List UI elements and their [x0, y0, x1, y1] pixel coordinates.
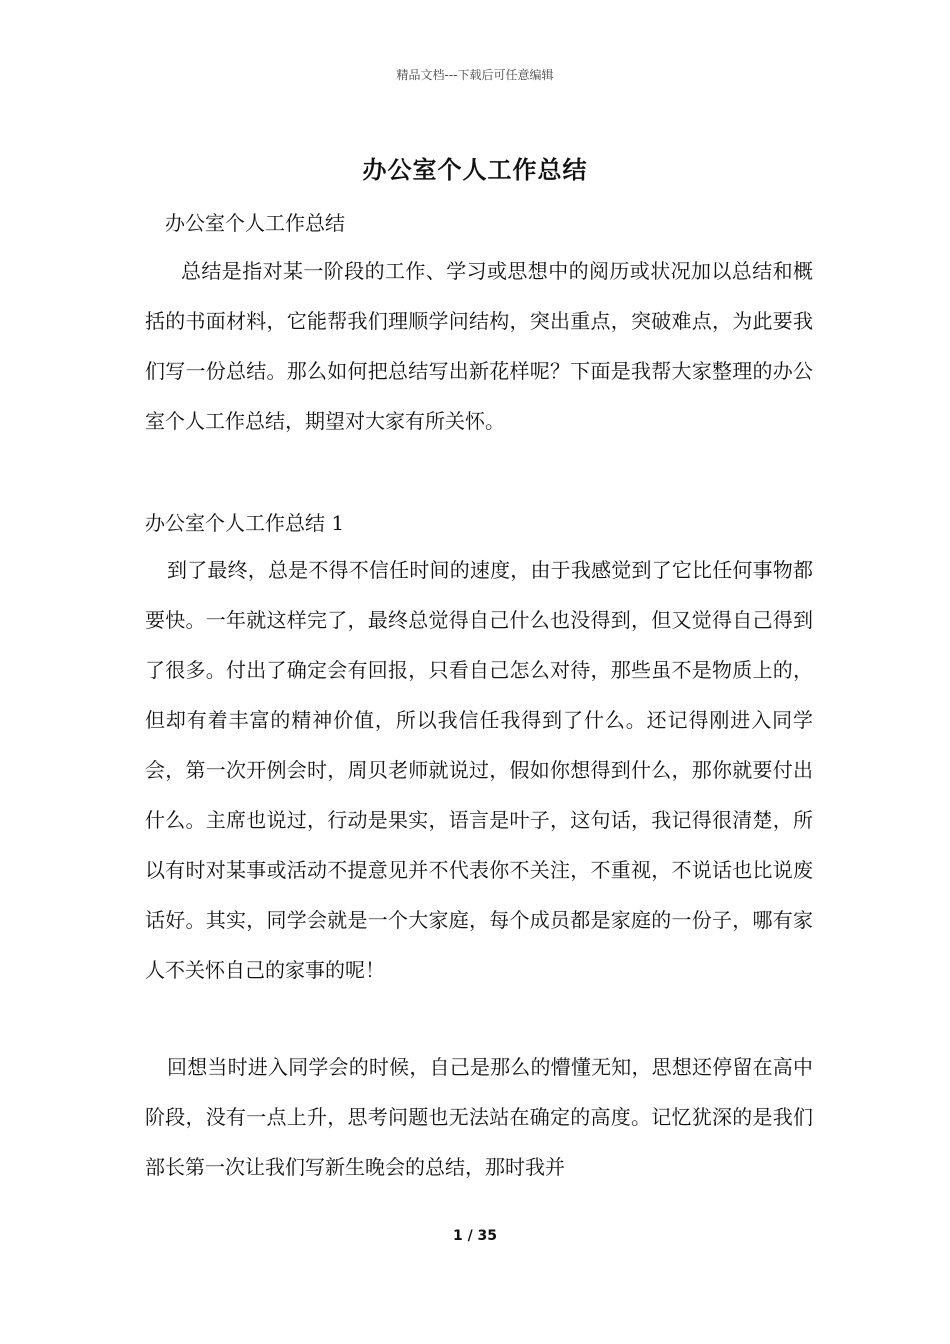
body-paragraph: 到了最终，总是不得不信任时间的速度，由于我感觉到了它比任何事物都要快。一年就这样完了，最终总觉得自己什么也没得到，但又觉得自己得到了很多。付出了确定会有回报，只看自己怎么对待，那些虽不是物质上的，但却有着丰富的精神价值，所以我信任我得到了什么。还记得刚进入同学会，第一次开例会时，周贝老师就说过，假如你想得到什么，那你就要付出什么。主席也说过，行动是果实，语言是叶子，这句话，我记得很清楚，所以有时对某事或活动不提意见并不代表你不关注，不重视，不说话也比说废话好。其实，同学会就是一个大家庭，每个成员都是家庭的一份子，哪有家人不关怀自己的家事的呢！ [145, 558, 813, 982]
document-title: 办公室个人工作总结 [362, 155, 588, 184]
document-subtitle: 办公室个人工作总结 [165, 211, 345, 235]
page-number: 1 / 35 [452, 1228, 498, 1244]
section-heading: 办公室个人工作总结 1 [145, 511, 345, 535]
body-paragraph: 回想当时进入同学会的时候，自己是那么的懵懂无知，思想还停留在高中阶段，没有一点上升，思考问题也无法站在确定的高度。记忆犹深的是我们部长第一次让我们写新生晚会的总结，那时我并 [145, 1055, 813, 1179]
intro-paragraph: 总结是指对某一阶段的工作、学习或思想中的阅历或状况加以总结和概括的书面材料，它能帮我们理顺学问结构，突出重点，突破难点，为此要我们写一份总结。那么如何把总结写出新花样呢？下面是我帮大家整理的办公室个人工作总结，期望对大家有所关怀。 [145, 259, 813, 433]
header-note: 精品文档---下载后可任意编辑 [396, 68, 554, 82]
